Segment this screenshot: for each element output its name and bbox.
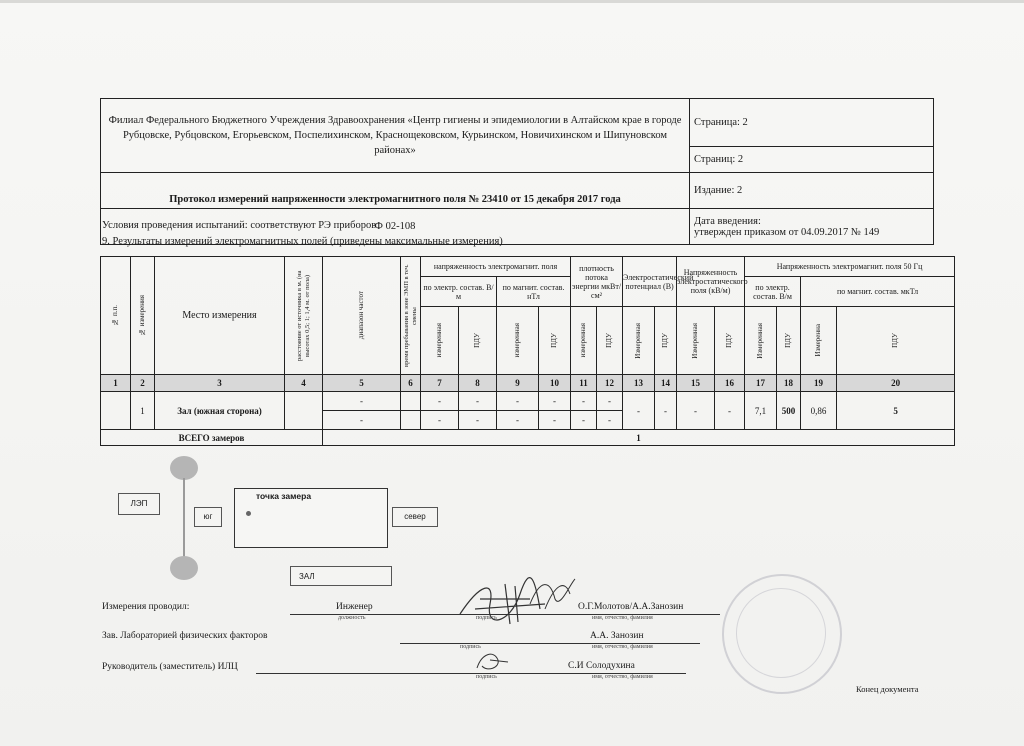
organization-name: Филиал Федерального Бюджетного Учреждения Здравоохранения «Центр гигиены и эпидемиологии в Алтайском крае в городе Рубцовске, Рубцовском, Егорьевском, Поспелихинском, Краснощековском, Курьинском, Новичихинском и Шипуновском районах» xyxy=(101,99,690,173)
subheader-measured-17: Измеренная xyxy=(745,307,777,375)
intro-date xyxy=(690,209,934,245)
col-num: 18 xyxy=(777,375,801,392)
subheader-measured-15: Измеренная xyxy=(677,307,715,375)
lab-stamp-ring xyxy=(736,588,826,678)
col-num: 6 xyxy=(401,375,421,392)
cell-15: - xyxy=(677,392,715,430)
col-header-meas-no: № измерения xyxy=(131,257,155,375)
col-num: 7 xyxy=(421,375,459,392)
col-num: 13 xyxy=(623,375,655,392)
col-num: 1 xyxy=(101,375,131,392)
col-header-distance: расстояние от источника в м. (на высотах 0,5; 1; 1,4 м. от пола) xyxy=(285,257,323,375)
lab-stamp xyxy=(722,574,842,694)
intro-date-label: Дата введения: xyxy=(694,215,761,227)
power-line-pole-top xyxy=(170,456,198,480)
cell-freq: - xyxy=(323,392,401,411)
page-edge xyxy=(0,0,1024,3)
name-caption: имя, отчество, фамилия xyxy=(592,644,653,650)
cell-13: - xyxy=(623,392,655,430)
cell-11: - xyxy=(571,411,597,430)
col-header-by-magnetic-50: по магнит. состав. мкТл xyxy=(801,277,955,307)
col-num: 17 xyxy=(745,375,777,392)
subheader-pdu-10: ПДУ xyxy=(539,307,571,375)
subheader-measured-19: Измеренна xyxy=(801,307,837,375)
page-number: Страница: 2 xyxy=(690,99,934,147)
col-num: 12 xyxy=(597,375,623,392)
col-num: 10 xyxy=(539,375,571,392)
total-value: 1 xyxy=(323,430,955,446)
subheader-pdu-16: ПДУ xyxy=(715,307,745,375)
col-num: 5 xyxy=(323,375,401,392)
cell-time xyxy=(401,411,421,430)
signature-caption: подпись xyxy=(476,674,497,680)
protocol-title: Протокол измерений напряженности электромагнитного поля № 23410 от 15 декабря 2017 года xyxy=(101,173,690,209)
col-header-flux: плотность потока энергии мкВт/см² xyxy=(571,257,623,307)
col-num: 11 xyxy=(571,375,597,392)
cell-time xyxy=(401,392,421,411)
director-name: С.И Солодухина xyxy=(568,661,635,671)
col-header-field-50hz: Напряженность электромагнит. поля 50 Гц xyxy=(745,257,955,277)
test-conditions: Условия проведения испытаний: соответствуют РЭ приборов xyxy=(102,220,377,231)
lep-label: ЛЭП xyxy=(118,493,160,515)
total-row xyxy=(101,430,955,446)
cell-11: - xyxy=(571,392,597,411)
director-label: Руководитель (заместитель) ИЛЦ xyxy=(102,662,238,672)
total-label: ВСЕГО замеров xyxy=(101,430,323,446)
position-caption: должность xyxy=(338,615,366,621)
subheader-measured-7: измеренная xyxy=(421,307,459,375)
col-num: 4 xyxy=(285,375,323,392)
col-num: 2 xyxy=(131,375,155,392)
subheader-pdu-20: ПДУ xyxy=(837,307,955,375)
col-num: 16 xyxy=(715,375,745,392)
lab-head-line xyxy=(400,643,700,644)
end-of-document: Конец документа xyxy=(856,684,919,694)
cell-10: - xyxy=(539,411,571,430)
subheader-measured-9: измеренная xyxy=(497,307,539,375)
signature-caption: подпись xyxy=(460,644,481,650)
col-header-em-strength: напряженность электромагнит. поля xyxy=(421,257,571,277)
name-caption: имя, отчество, фамилия xyxy=(592,674,653,680)
section-title: 9. Результаты измерений электромагнитных полей (приведены максимальные измерения) xyxy=(102,236,503,247)
cell-10: - xyxy=(539,392,571,411)
lab-head-name: А.А. Занозин xyxy=(590,631,644,641)
table-row xyxy=(101,392,955,411)
subheader-pdu-14: ПДУ xyxy=(655,307,677,375)
column-numbers-row xyxy=(101,375,955,392)
cell-9: - xyxy=(497,411,539,430)
cell-place: Зал (южная сторона) xyxy=(155,392,285,430)
cell-16: - xyxy=(715,392,745,430)
col-num: 14 xyxy=(655,375,677,392)
cell-12: - xyxy=(597,392,623,411)
cell-distance xyxy=(285,392,323,430)
col-num: 20 xyxy=(837,375,955,392)
col-header-electrostatic-field: Напряженность электростатического поля (кВ/м) xyxy=(677,257,745,307)
results-table xyxy=(100,256,955,446)
cell-12: - xyxy=(597,411,623,430)
page-count: Страниц: 2 xyxy=(690,147,934,173)
south-label: юг xyxy=(194,507,222,527)
name-caption: имя, отчество, фамилия xyxy=(592,615,653,621)
subheader-pdu-18: ПДУ xyxy=(777,307,801,375)
cell-9: - xyxy=(497,392,539,411)
measured-by-names: О.Г.Молотов/А.А.Занозин xyxy=(578,602,684,612)
cell-19: 0,86 xyxy=(801,392,837,430)
subheader-measured-13: Измеренная xyxy=(623,307,655,375)
col-num: 19 xyxy=(801,375,837,392)
power-line xyxy=(183,478,185,560)
cell-14: - xyxy=(655,392,677,430)
north-label: север xyxy=(392,507,438,527)
col-num: 3 xyxy=(155,375,285,392)
cell-freq: - xyxy=(323,411,401,430)
measurement-point-icon xyxy=(246,511,251,516)
col-header-by-electric: по электр. состав. В/м xyxy=(421,277,497,307)
subheader-pdu-8: ПДУ xyxy=(459,307,497,375)
cell-17: 7,1 xyxy=(745,392,777,430)
lab-head-label: Зав. Лабораторией физических факторов xyxy=(102,631,268,641)
edition: Издание: 2 xyxy=(690,173,934,209)
cell-meas-no: 1 xyxy=(131,392,155,430)
col-header-time: время пребывания в зоне ЭМП в теч. смены xyxy=(401,257,421,375)
col-header-place: Место измерения xyxy=(155,257,285,375)
subheader-pdu-12: ПДУ xyxy=(597,307,623,375)
col-num: 15 xyxy=(677,375,715,392)
intro-date-value: утвержден приказом от 04.09.2017 № 149 xyxy=(694,226,880,238)
cell-20: 5 xyxy=(837,392,955,430)
cell-18: 500 xyxy=(777,392,801,430)
power-line-pole-bottom xyxy=(170,556,198,580)
signature-scribble-3 xyxy=(472,648,512,676)
hall-label: ЗАЛ xyxy=(290,566,392,586)
col-header-by-electric-50: по электр. состав. В/м xyxy=(745,277,801,307)
col-num: 8 xyxy=(459,375,497,392)
cell-pp xyxy=(101,392,131,430)
col-num: 9 xyxy=(497,375,539,392)
cell-8: - xyxy=(459,411,497,430)
measured-by-label: Измерения проводил: xyxy=(102,602,190,612)
col-header-by-magnetic: по магнит. состав. нТл xyxy=(497,277,571,307)
subheader-measured-11: измеренная xyxy=(571,307,597,375)
form-code: Ф 02-108 xyxy=(101,209,690,245)
position-value: Инженер xyxy=(336,602,373,612)
cell-7: - xyxy=(421,411,459,430)
col-header-pp: № п.п. xyxy=(101,257,131,375)
signature-scribble-2 xyxy=(520,574,580,614)
signature-caption: подпись xyxy=(476,615,497,621)
cell-7: - xyxy=(421,392,459,411)
col-header-electrostatic: Электростатический потенциал (В) xyxy=(623,257,677,307)
cell-8: - xyxy=(459,392,497,411)
col-header-freq: диапазон частот xyxy=(323,257,401,375)
measurement-point-label: точка замера xyxy=(256,491,312,501)
